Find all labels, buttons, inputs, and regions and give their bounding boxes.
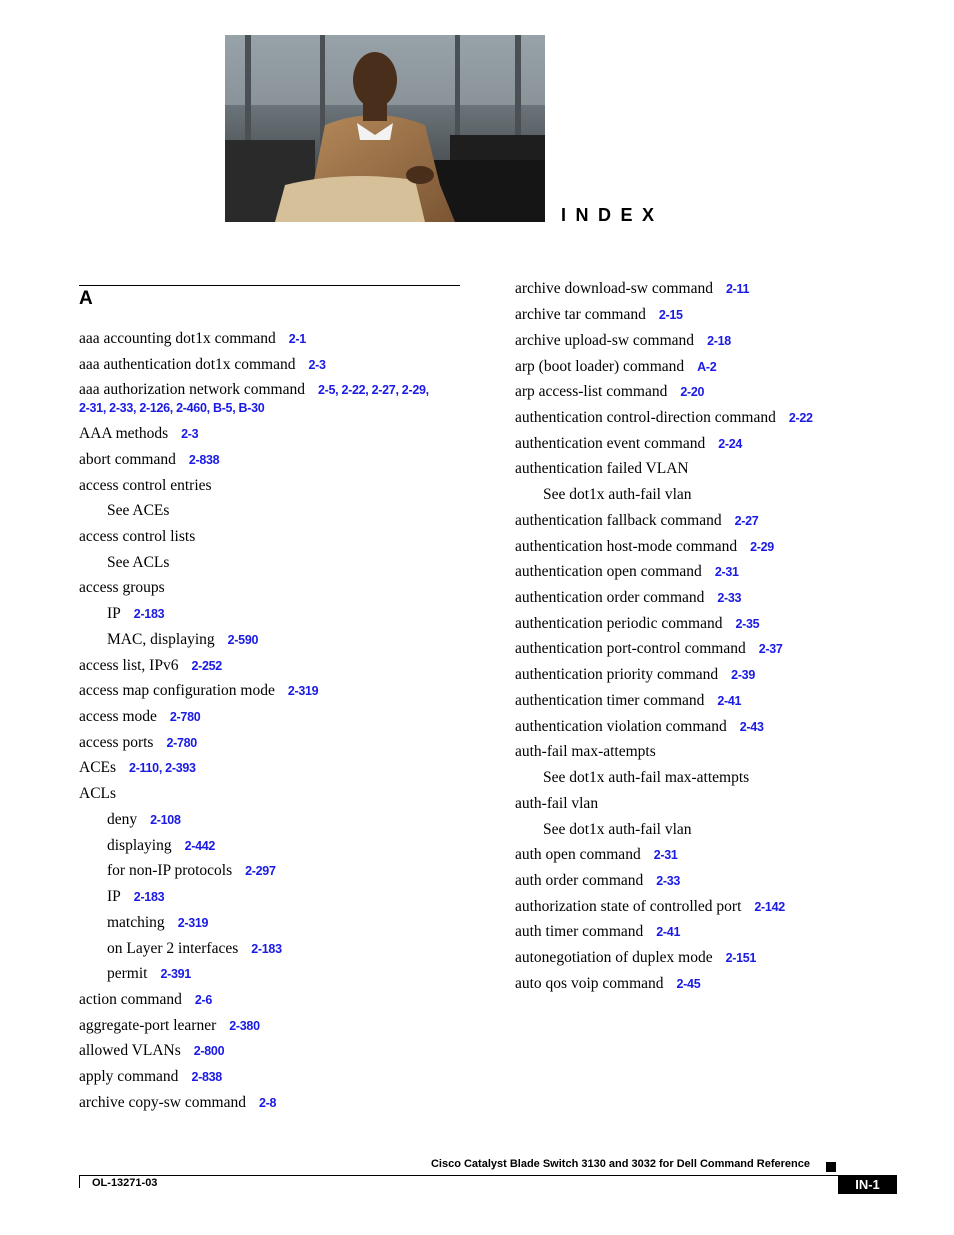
section-divider <box>79 285 460 286</box>
index-entry <box>515 898 785 916</box>
entry-label: aaa accounting dot1x command <box>79 330 276 347</box>
index-entry <box>515 589 741 607</box>
entry-label: auth open command <box>515 846 641 863</box>
entry-label: authentication open command <box>515 563 702 580</box>
entry-label: auth-fail max-attempts <box>515 743 656 760</box>
entry-label: authentication timer command <box>515 692 705 709</box>
entry-label: for non-IP protocols <box>107 862 233 879</box>
entry-label: authentication host-mode command <box>515 538 738 555</box>
entry-label: aaa authorization network command <box>79 381 305 398</box>
index-entry <box>79 381 429 417</box>
index-entry <box>79 1068 222 1086</box>
entry-label: authentication fallback command <box>515 512 722 529</box>
index-entry <box>515 512 758 530</box>
entry-label: archive download-sw command <box>515 280 713 297</box>
entry-label: arp access-list command <box>515 383 668 400</box>
index-entry <box>79 991 212 1009</box>
entry-label: permit <box>107 965 148 982</box>
index-entry <box>79 425 198 443</box>
page-reference-link[interactable]: 2-151 <box>725 951 757 965</box>
page-reference-link[interactable]: 2-15 <box>658 308 683 322</box>
entry-label: aaa authentication dot1x command <box>79 356 296 373</box>
header-photo <box>225 35 545 222</box>
entry-label: authentication order command <box>515 589 705 606</box>
index-entry <box>515 563 739 581</box>
page-reference-link-continued[interactable]: 2-31, 2-33, 2-126, 2-460, B-5, B-30 <box>79 401 265 415</box>
page-reference-link[interactable]: 2-780 <box>166 736 197 750</box>
entry-label: archive copy-sw command <box>79 1094 246 1111</box>
page-reference-link[interactable]: 2-11 <box>726 282 750 296</box>
entry-label: auth-fail vlan <box>515 795 599 812</box>
entry-label: auto qos voip command <box>515 975 664 992</box>
page-reference-link[interactable]: 2-590 <box>227 633 259 647</box>
index-entry <box>79 579 165 597</box>
entry-label: archive upload-sw command <box>515 332 695 349</box>
footer-page-number: IN-1 <box>838 1175 897 1194</box>
footer-book-title: Cisco Catalyst Blade Switch 3130 and 3032 for Dell Command Reference <box>430 1158 810 1170</box>
page-reference-link[interactable]: 2-110, 2-393 <box>129 761 196 775</box>
index-entry <box>515 358 716 376</box>
page-reference-link[interactable]: 2-183 <box>133 607 165 621</box>
entry-label: AAA methods <box>79 425 169 442</box>
index-title: INDEX <box>561 205 664 225</box>
index-entry <box>79 330 306 348</box>
index-entry <box>515 795 598 813</box>
index-entry <box>79 356 326 374</box>
index-entry <box>515 332 731 350</box>
index-entry <box>515 460 689 478</box>
index-entry <box>515 538 774 556</box>
index-entry <box>515 435 742 453</box>
entry-label: access control lists <box>79 528 196 545</box>
page-reference-link[interactable]: 2-27 <box>734 514 759 528</box>
page-reference-link[interactable]: 2-3 <box>181 427 199 441</box>
page-reference-link[interactable]: 2-24 <box>718 437 743 451</box>
page-reference-link[interactable]: 2-800 <box>193 1044 225 1058</box>
entry-label: access groups <box>79 579 165 596</box>
entry-label: ACLs <box>79 785 117 802</box>
entry-label: on Layer 2 interfaces <box>107 940 239 957</box>
index-entry <box>515 409 813 427</box>
entry-label: ACEs <box>79 759 117 776</box>
footer-doc-number: OL-13271-03 <box>92 1177 158 1189</box>
index-subentry <box>543 821 692 839</box>
page-reference-link[interactable]: 2-142 <box>754 900 785 914</box>
index-entry <box>515 615 759 633</box>
entry-label: auth order command <box>515 872 644 889</box>
section-letter: A <box>79 288 93 309</box>
index-subentry <box>543 769 749 787</box>
index-subentry <box>107 811 181 829</box>
entry-label: access map configuration mode <box>79 682 275 699</box>
index-subentry <box>107 502 169 520</box>
entry-label: authentication event command <box>515 435 706 452</box>
entry-label: action command <box>79 991 182 1008</box>
index-entry <box>515 666 755 684</box>
page-reference-link[interactable]: 2-391 <box>160 967 191 981</box>
page-reference-link[interactable]: 2-838 <box>188 453 220 467</box>
page-reference-link[interactable]: 2-18 <box>707 334 731 348</box>
entry-label: aggregate-port learner <box>79 1017 217 1034</box>
entry-label: authentication failed VLAN <box>515 460 689 477</box>
index-entry <box>79 657 222 675</box>
page-reference-link[interactable]: 2-33 <box>717 591 742 605</box>
page-reference-link[interactable]: 2-33 <box>656 874 681 888</box>
index-entry <box>515 718 764 736</box>
page-reference-link[interactable]: 2-3 <box>308 358 326 372</box>
entry-label: authentication periodic command <box>515 615 723 632</box>
entry-label: autonegotiation of duplex mode <box>515 949 713 966</box>
index-entry <box>79 1042 224 1060</box>
page-reference-link[interactable]: 2-319 <box>177 916 209 930</box>
page-reference-link[interactable]: 2-780 <box>169 710 201 724</box>
entry-label: MAC, displaying <box>107 631 215 648</box>
index-subentry <box>107 605 164 623</box>
entry-label: See ACLs <box>107 554 170 571</box>
entry-label: authorization state of controlled port <box>515 898 742 915</box>
entry-label: deny <box>107 811 138 828</box>
page-reference-link[interactable]: 2-45 <box>676 977 701 991</box>
page-reference-link[interactable]: 2-183 <box>133 890 165 904</box>
page-reference-link[interactable]: 2-319 <box>287 684 319 698</box>
page-reference-link[interactable]: 2-183 <box>251 942 282 956</box>
index-entry <box>515 280 749 298</box>
entry-label: authentication priority command <box>515 666 719 683</box>
footer-rule <box>79 1175 897 1176</box>
page-reference-link[interactable]: 2-31 <box>653 848 678 862</box>
index-entry <box>515 949 756 967</box>
entry-label: access mode <box>79 708 157 725</box>
index-entry <box>79 528 195 546</box>
entry-label: arp (boot loader) command <box>515 358 685 375</box>
entry-label: access control entries <box>79 477 212 494</box>
person-photo-icon <box>225 35 545 222</box>
page-reference-link[interactable]: 2-252 <box>191 659 222 673</box>
page-reference-link[interactable]: 2-5, 2-22, 2-27, 2-29, <box>317 383 429 397</box>
page-reference-link[interactable]: 2-37 <box>758 642 783 656</box>
index-subentry <box>543 486 692 504</box>
index-entry <box>79 451 219 469</box>
index-subentry <box>107 554 169 572</box>
index-entry <box>79 1094 276 1112</box>
page-reference-link[interactable]: 2-35 <box>735 617 760 631</box>
index-entry <box>515 640 783 658</box>
entry-label: authentication violation command <box>515 718 727 735</box>
index-entry <box>515 923 680 941</box>
page-reference-link[interactable]: 2-380 <box>229 1019 260 1033</box>
page-reference-link[interactable]: 2-108 <box>150 813 181 827</box>
index-entry <box>515 846 678 864</box>
entry-label: matching <box>107 914 165 931</box>
index-entry <box>79 785 116 803</box>
page-reference-link[interactable]: 2-297 <box>245 864 276 878</box>
page-reference-link[interactable]: 2-442 <box>184 839 216 853</box>
index-entry <box>79 708 200 726</box>
entry-label: access ports <box>79 734 154 751</box>
entry-label: See ACEs <box>107 502 170 519</box>
page-reference-link[interactable]: 2-41 <box>656 925 681 939</box>
page-reference-link[interactable]: 2-22 <box>788 411 813 425</box>
index-entry <box>79 759 196 777</box>
index-entry <box>515 975 700 993</box>
index-entry <box>79 1017 260 1035</box>
entry-label: access list, IPv6 <box>79 657 179 674</box>
index-entry <box>515 743 656 761</box>
page-reference-link[interactable]: A-2 <box>697 360 717 374</box>
page-reference-link[interactable]: 2-41 <box>717 694 742 708</box>
page-reference-link[interactable]: 2-31 <box>714 565 739 579</box>
page-reference-link[interactable]: 2-8 <box>259 1096 277 1110</box>
entry-label: authentication port-control command <box>515 640 746 657</box>
index-entry <box>515 306 683 324</box>
page-reference-link[interactable]: 2-39 <box>731 668 755 682</box>
page-reference-link[interactable]: 2-20 <box>680 385 705 399</box>
index-subentry <box>107 888 164 906</box>
page-reference-link[interactable]: 2-1 <box>288 332 306 346</box>
entry-label: abort command <box>79 451 176 468</box>
entry-label: authentication control-direction command <box>515 409 776 426</box>
index-entry <box>79 682 318 700</box>
entry-label: See dot1x auth-fail vlan <box>543 821 692 838</box>
entry-label: IP <box>107 888 121 905</box>
entry-label: allowed VLANs <box>79 1042 181 1059</box>
page-reference-link[interactable]: 2-6 <box>194 993 213 1007</box>
entry-label: archive tar command <box>515 306 646 323</box>
entry-label: IP <box>107 605 121 622</box>
index-subentry <box>107 914 208 932</box>
index-entry <box>515 692 741 710</box>
footer-tick <box>79 1175 80 1188</box>
page-reference-link[interactable]: 2-43 <box>739 720 764 734</box>
entry-label: See dot1x auth-fail max-attempts <box>543 769 750 786</box>
index-subentry <box>107 837 215 855</box>
page-reference-link[interactable]: 2-29 <box>750 540 774 554</box>
index-entry <box>79 477 212 495</box>
index-entry <box>515 383 704 401</box>
index-subentry <box>107 631 258 649</box>
entry-label: apply command <box>79 1068 179 1085</box>
entry-label: See dot1x auth-fail vlan <box>543 486 692 503</box>
index-subentry <box>107 862 276 880</box>
index-entry <box>79 734 197 752</box>
index-entry <box>515 872 680 890</box>
index-subentry <box>107 940 282 958</box>
footer-marker <box>826 1162 836 1172</box>
page-reference-link[interactable]: 2-838 <box>191 1070 222 1084</box>
index-subentry <box>107 965 191 983</box>
entry-label: auth timer command <box>515 923 644 940</box>
entry-label: displaying <box>107 837 172 854</box>
